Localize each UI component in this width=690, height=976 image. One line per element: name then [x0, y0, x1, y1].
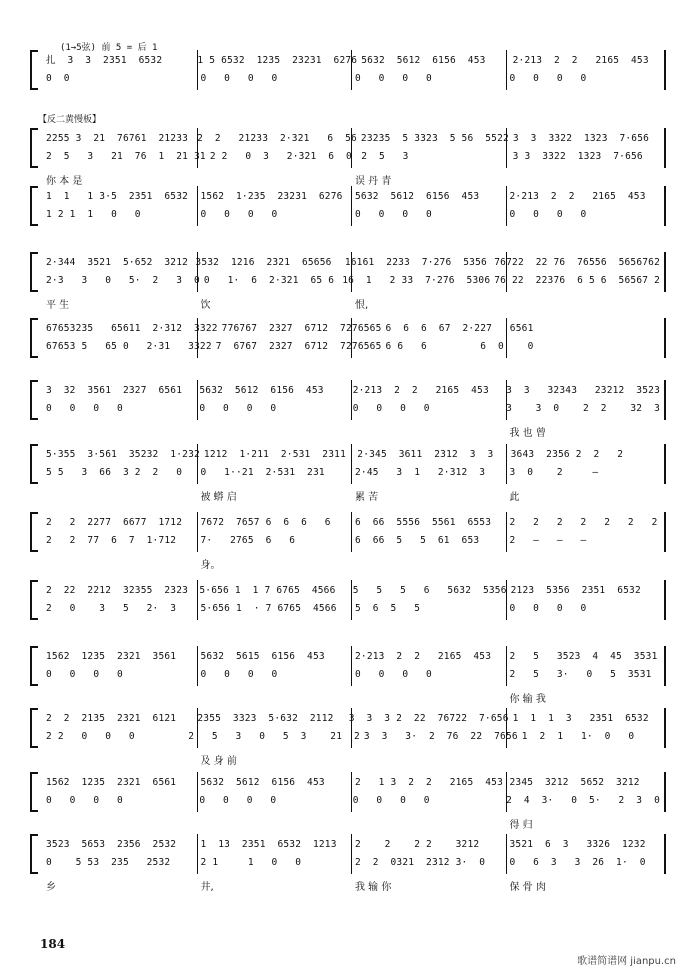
lyrics-line-measure	[506, 172, 661, 186]
upper-voice	[42, 650, 660, 664]
lower-voice-measure: 2 2 0 3 2·321 6 0	[209, 151, 352, 162]
lower-voice-measure: 3 3 0 2 2 32 3	[506, 403, 660, 414]
end-bar-line	[664, 772, 666, 812]
upper-voice	[42, 448, 660, 462]
upper-voice-measure: 1 1 1 3·5 2351 6532	[46, 191, 189, 202]
lower-voice-measure: 2·3 3 0 5· 2 3 0	[46, 275, 200, 286]
upper-voice	[42, 584, 660, 598]
lower-voice-measure: 0 0 0 0	[46, 403, 123, 414]
upper-voice-measure: 5632 5612 6156 453	[200, 777, 325, 788]
upper-voice-measure: 3532 1216 2321 65656	[195, 257, 332, 268]
upper-voice-measure: 2·213 2 2 2165 453	[352, 385, 489, 396]
upper-voice-measure: 16161 2233 7·276 5356	[344, 257, 487, 268]
lower-voice-measure: 76 22 22376 6 5 6 56567 2	[494, 275, 660, 286]
upper-voice	[42, 190, 660, 204]
score-system	[30, 580, 666, 620]
lower-voice-measure: 2 5 3 0 5 3 21 2	[188, 731, 360, 742]
lyrics-line-measure: 得 归	[509, 820, 533, 831]
lower-voice-measure: 0 0 0 0	[509, 603, 587, 614]
lyrics-line	[42, 424, 660, 438]
upper-voice-measure: 3643 2356 2 2 2	[510, 449, 624, 460]
lower-voice-measure: 0 0 0 0	[355, 73, 432, 84]
lower-voice	[42, 730, 660, 744]
lyrics-line-measure: 饮	[200, 300, 211, 311]
upper-voice-measure: 5632 5612 6156 453	[361, 55, 486, 66]
upper-voice	[42, 776, 660, 790]
system-brace	[30, 50, 38, 90]
lyrics-line-measure	[351, 690, 506, 704]
lyrics-line	[42, 488, 660, 502]
lower-voice-measure: 1 2 1 1 0 0	[46, 209, 141, 220]
lyrics-line-measure	[42, 816, 197, 830]
lyrics-line-measure: 你 输 我	[509, 694, 546, 705]
score-system	[30, 50, 666, 90]
upper-voice-measure: 1562 1235 2321 6561	[46, 777, 177, 788]
system-brace	[30, 646, 38, 686]
upper-voice	[42, 256, 660, 270]
end-bar-line	[664, 646, 666, 686]
lower-voice-measure: 0 5 53 235 2532	[46, 857, 171, 868]
lower-voice-measure: 0 0 0 0	[352, 795, 430, 806]
lower-voice-measure: 2 1 1 0 0	[200, 857, 302, 868]
upper-voice-measure: 2·344 3521 5·652 3212	[46, 257, 189, 268]
end-bar-line	[664, 444, 666, 484]
score-system	[30, 834, 666, 893]
lyrics-line-measure	[351, 816, 506, 830]
lyrics-line	[42, 172, 660, 186]
lyrics-line-measure: 及 身 前	[200, 756, 237, 767]
lyrics-line-measure	[506, 752, 661, 766]
upper-voice-measure: 6 6 6 67 2·227 6561	[385, 323, 534, 334]
lyrics-line-measure	[351, 752, 506, 766]
lower-voice-measure: 0 0 0 0	[200, 209, 278, 220]
system-brace	[30, 708, 38, 748]
upper-voice-measure: 1 13 2351 6532 1213	[200, 839, 337, 850]
lyrics-line-measure	[42, 690, 197, 704]
system-brace	[30, 128, 38, 168]
lower-voice-measure: 2 2 0 0 0	[46, 731, 135, 742]
upper-voice-measure: 2 2 2 2 2 2 2	[509, 517, 658, 528]
lower-voice-measure: 0 0 0 0	[355, 209, 432, 220]
tuning-header: (1→5弦) 前 5 = 后 1	[60, 43, 158, 53]
upper-voice	[42, 838, 660, 852]
system-brace	[30, 834, 38, 874]
upper-voice-measure: 5632 5612 6156 453	[355, 191, 480, 202]
lower-voice-measure: 0 1· 6 2·321 65 6	[203, 275, 335, 286]
lower-voice-measure: 0 6 3 3 26 1· 0	[509, 857, 646, 868]
upper-voice-measure: 5632 5615 6156 453	[200, 651, 325, 662]
upper-voice-measure: 2 22 2212 32355 2323	[46, 585, 189, 596]
lyrics-line	[42, 690, 660, 704]
system-brace	[30, 580, 38, 620]
upper-voice-measure: 7672 7657 6 6 6 6	[200, 517, 331, 528]
system-brace	[30, 512, 38, 552]
lower-voice	[42, 402, 660, 416]
score-system	[30, 380, 666, 439]
lower-voice	[42, 794, 660, 808]
lower-voice-measure: 0 0 0 0	[46, 669, 123, 680]
end-bar-line	[664, 252, 666, 292]
lyrics-line-measure	[197, 424, 352, 438]
upper-voice-measure: 2·345 3611 2312 3 3	[357, 449, 494, 460]
lyrics-line	[42, 752, 660, 766]
lower-voice-measure: 3 3 3322 1323 7·656	[512, 151, 643, 162]
lyrics-line-measure: 恨,	[355, 300, 369, 311]
lyrics-line-measure	[351, 424, 506, 438]
lyrics-line	[42, 296, 660, 310]
lyrics-line-measure: 你 本 是	[46, 176, 83, 187]
lower-voice-measure: 2 5 3	[361, 151, 409, 162]
lower-voice-measure: 0 0 0 0	[199, 403, 277, 414]
upper-voice	[42, 54, 660, 68]
upper-voice	[42, 712, 660, 726]
score-system	[30, 646, 666, 705]
upper-voice-measure: 2255 3 21 76761 21233	[46, 133, 189, 144]
lower-voice-measure: 2 2 77 6 7 1·712	[46, 535, 177, 546]
upper-voice-measure: 3 32 3561 2327 6561	[46, 385, 183, 396]
lyrics-line-measure	[351, 556, 506, 570]
score-system	[30, 772, 666, 831]
upper-voice-measure: 2 2 2 2 3212	[355, 839, 480, 850]
upper-voice-measure: 1 1 1 3 2351 6532	[512, 713, 649, 724]
lyrics-line-measure: 保 骨 肉	[509, 882, 546, 893]
lower-voice-measure: 0 0 0 0	[200, 73, 278, 84]
upper-voice-measure: 3523 5653 2356 2532	[46, 839, 177, 850]
lower-voice-measure: 6 66 5 5 61 653	[355, 535, 480, 546]
lower-voice-measure: 3 0 2 —	[509, 467, 599, 478]
lyrics-line-measure: 累 苦	[355, 492, 379, 503]
end-bar-line	[664, 580, 666, 620]
upper-voice	[42, 132, 660, 146]
system-brace	[30, 444, 38, 484]
lower-voice-measure: 0 0 0 0	[355, 669, 432, 680]
lyrics-line-measure	[506, 296, 661, 310]
page-number: 184	[40, 937, 66, 951]
upper-voice-measure: 5·355 3·561 35232 1·232	[46, 449, 200, 460]
upper-voice-measure: 2345 3212 5652 3212	[509, 777, 640, 788]
end-bar-line	[664, 128, 666, 168]
score-system	[30, 252, 666, 311]
upper-voice-measure: 3 3 3322 1323 7·656	[512, 133, 650, 144]
upper-voice-measure: 3 3 3 2 22 76722 7·656	[348, 713, 509, 724]
system-brace	[30, 252, 38, 292]
lyrics-line-measure: 误 丹 青	[355, 176, 392, 187]
upper-voice-measure: 776767 2327 6712 7276565	[221, 323, 382, 334]
lower-voice-measure: 5 6 5 5	[355, 603, 421, 614]
upper-voice-measure: 1562 1235 2321 3561	[46, 651, 177, 662]
upper-voice-measure: 6 66 5556 5561 6553	[355, 517, 492, 528]
watermark: 歌谱简谱网 jianpu.cn	[577, 956, 676, 967]
lyrics-line	[42, 878, 660, 892]
upper-voice-measure: 3 3 32343 23212 3523	[506, 385, 660, 396]
lower-voice	[42, 72, 660, 86]
system-brace	[30, 772, 38, 812]
lower-voice-measure: 2 5 3· 0 5 3531	[509, 669, 652, 680]
upper-voice-measure: 2·213 2 2 2165 453	[355, 651, 492, 662]
score-system	[30, 512, 666, 571]
lower-voice-measure	[534, 340, 661, 354]
lyrics-line-measure	[197, 172, 352, 186]
lower-voice-measure: 2 2 0321 2312 3· 0	[355, 857, 486, 868]
lower-voice-measure: 1 2 1 1· 0 0	[521, 731, 635, 742]
system-brace	[30, 318, 38, 358]
score-system	[30, 708, 666, 767]
end-bar-line	[664, 512, 666, 552]
lower-voice	[42, 340, 660, 354]
upper-voice-measure: 2355 3323 5·632 2112	[197, 713, 334, 724]
upper-voice-measure: 2·213 2 2 2165 453	[512, 55, 649, 66]
lower-voice-measure: 5 5 3 66 3 2 2 0	[46, 467, 183, 478]
lower-voice	[42, 274, 660, 288]
upper-voice-measure: 2123 5356 2351 6532	[510, 585, 641, 596]
lower-voice-measure: 2 5 3 21 76 1 21 31	[46, 151, 206, 162]
upper-voice-measure: 2 5 3523 4 45 3531	[509, 651, 658, 662]
upper-voice-measure: 2 2 2277 6677 1712	[46, 517, 183, 528]
upper-voice	[42, 516, 660, 530]
lyrics-line-measure	[506, 556, 661, 570]
upper-voice-measure: 1212 1·211 2·531 2311	[203, 449, 346, 460]
lower-voice	[42, 856, 660, 870]
lower-voice-measure: 7· 2765 6 6	[200, 535, 296, 546]
upper-voice-measure: 76722 22 76 76556 5656762	[494, 257, 661, 268]
lyrics-line-measure	[42, 752, 197, 766]
lower-voice-measure: 5·656 1 · 7 6765 4566	[200, 603, 337, 614]
upper-voice-measure: 67653235 65611 2·312 3322	[46, 323, 218, 334]
lower-voice-measure: 2 — — —	[509, 535, 587, 546]
lyrics-line-measure: 乡	[46, 882, 56, 893]
lyrics-line-measure	[42, 556, 197, 570]
score-system	[30, 318, 666, 358]
lower-voice-measure: 67653 5 65 0 2·31 3322	[46, 341, 212, 352]
system-brace	[30, 380, 38, 420]
lower-voice-measure: 2 4 3· 0 5· 2 3 0	[506, 795, 660, 806]
lower-voice	[42, 534, 660, 548]
lyrics-line-measure: 此	[509, 492, 520, 503]
lyrics-line-measure: 被 蟒 启	[200, 492, 237, 503]
lower-voice-measure: 0 0 0 0	[509, 73, 587, 84]
lyrics-line-measure: 我 也 曾	[509, 428, 546, 439]
lower-voice-measure: 2 0 3 5 2· 3	[46, 603, 177, 614]
lower-voice	[42, 150, 660, 164]
lyrics-line-measure: 我 输 你	[355, 882, 392, 893]
lyrics-line-measure	[42, 424, 197, 438]
upper-voice-measure: 5 5 5 6 5632 5356	[352, 585, 507, 596]
lyrics-line-measure	[197, 816, 352, 830]
upper-voice-measure: 5·656 1 1 7 6765 4566	[199, 585, 336, 596]
upper-voice	[42, 322, 660, 336]
lower-voice	[42, 466, 660, 480]
upper-voice-measure: 5632 5612 6156 453	[199, 385, 324, 396]
lower-voice-measure: 0 0 0 0	[352, 403, 430, 414]
end-bar-line	[664, 380, 666, 420]
lyrics-line	[42, 556, 660, 570]
lyrics-line-measure: 身。	[200, 560, 221, 571]
score-system	[30, 128, 666, 187]
system-brace	[30, 186, 38, 226]
upper-voice-measure: 2 2 2135 2321 6121	[46, 713, 177, 724]
upper-voice-measure: 2 2 21233 2·321 6 56	[197, 133, 357, 144]
end-bar-line	[664, 708, 666, 748]
section-mark: 【反二黄慢板】	[38, 115, 102, 125]
end-bar-line	[664, 186, 666, 226]
lyrics-line-measure: 平 生	[46, 300, 70, 311]
upper-voice-measure: 23235 5 3323 5 56 5522	[360, 133, 509, 144]
lower-voice-measure: 6 6 6 6 0 0	[385, 341, 534, 352]
lower-voice	[42, 602, 660, 616]
upper-voice-measure: 3521 6 3 3326 1232	[509, 839, 646, 850]
lower-voice-measure: 0 1··21 2·531 231	[200, 467, 325, 478]
end-bar-line	[664, 318, 666, 358]
lower-voice	[42, 208, 660, 222]
lyrics-line-measure	[42, 488, 197, 502]
score-system	[30, 444, 666, 503]
lyrics-line-measure	[197, 690, 352, 704]
lower-voice-measure: 7 6767 2327 6712 7276565	[215, 341, 382, 352]
lyrics-line	[42, 816, 660, 830]
lower-voice-measure: 0 0 0 0	[200, 669, 278, 680]
upper-voice-measure: 2 1 3 2 2 2165 453	[355, 777, 503, 788]
lower-voice-measure: 0 0 0 0	[199, 795, 277, 806]
end-bar-line	[664, 834, 666, 874]
upper-voice-measure: 2·213 2 2 2165 453	[509, 191, 646, 202]
lower-voice	[42, 668, 660, 682]
upper-voice-measure: 1 5 6532 1235 23231 6276	[197, 55, 358, 66]
upper-voice-measure: 扎 3 3 2351 6532	[46, 55, 163, 66]
upper-voice-measure: 1562 1·235 23231 6276	[200, 191, 343, 202]
lower-voice-measure: 0 0 0 0	[509, 209, 587, 220]
lower-voice-measure: 0 0	[46, 73, 70, 84]
upper-voice-measure	[534, 322, 661, 336]
upper-voice	[42, 384, 660, 398]
end-bar-line	[664, 50, 666, 90]
lower-voice-measure: 3 3 3· 2 76 22 7656	[363, 731, 518, 742]
lower-voice-measure: 2·45 3 1 2·312 3	[355, 467, 486, 478]
lower-voice-measure: 0 0 0 0	[46, 795, 123, 806]
score-system	[30, 186, 666, 226]
lyrics-line-measure: 井,	[200, 882, 214, 893]
lower-voice-measure: 16 1 2 33 7·276 5306	[342, 275, 491, 286]
